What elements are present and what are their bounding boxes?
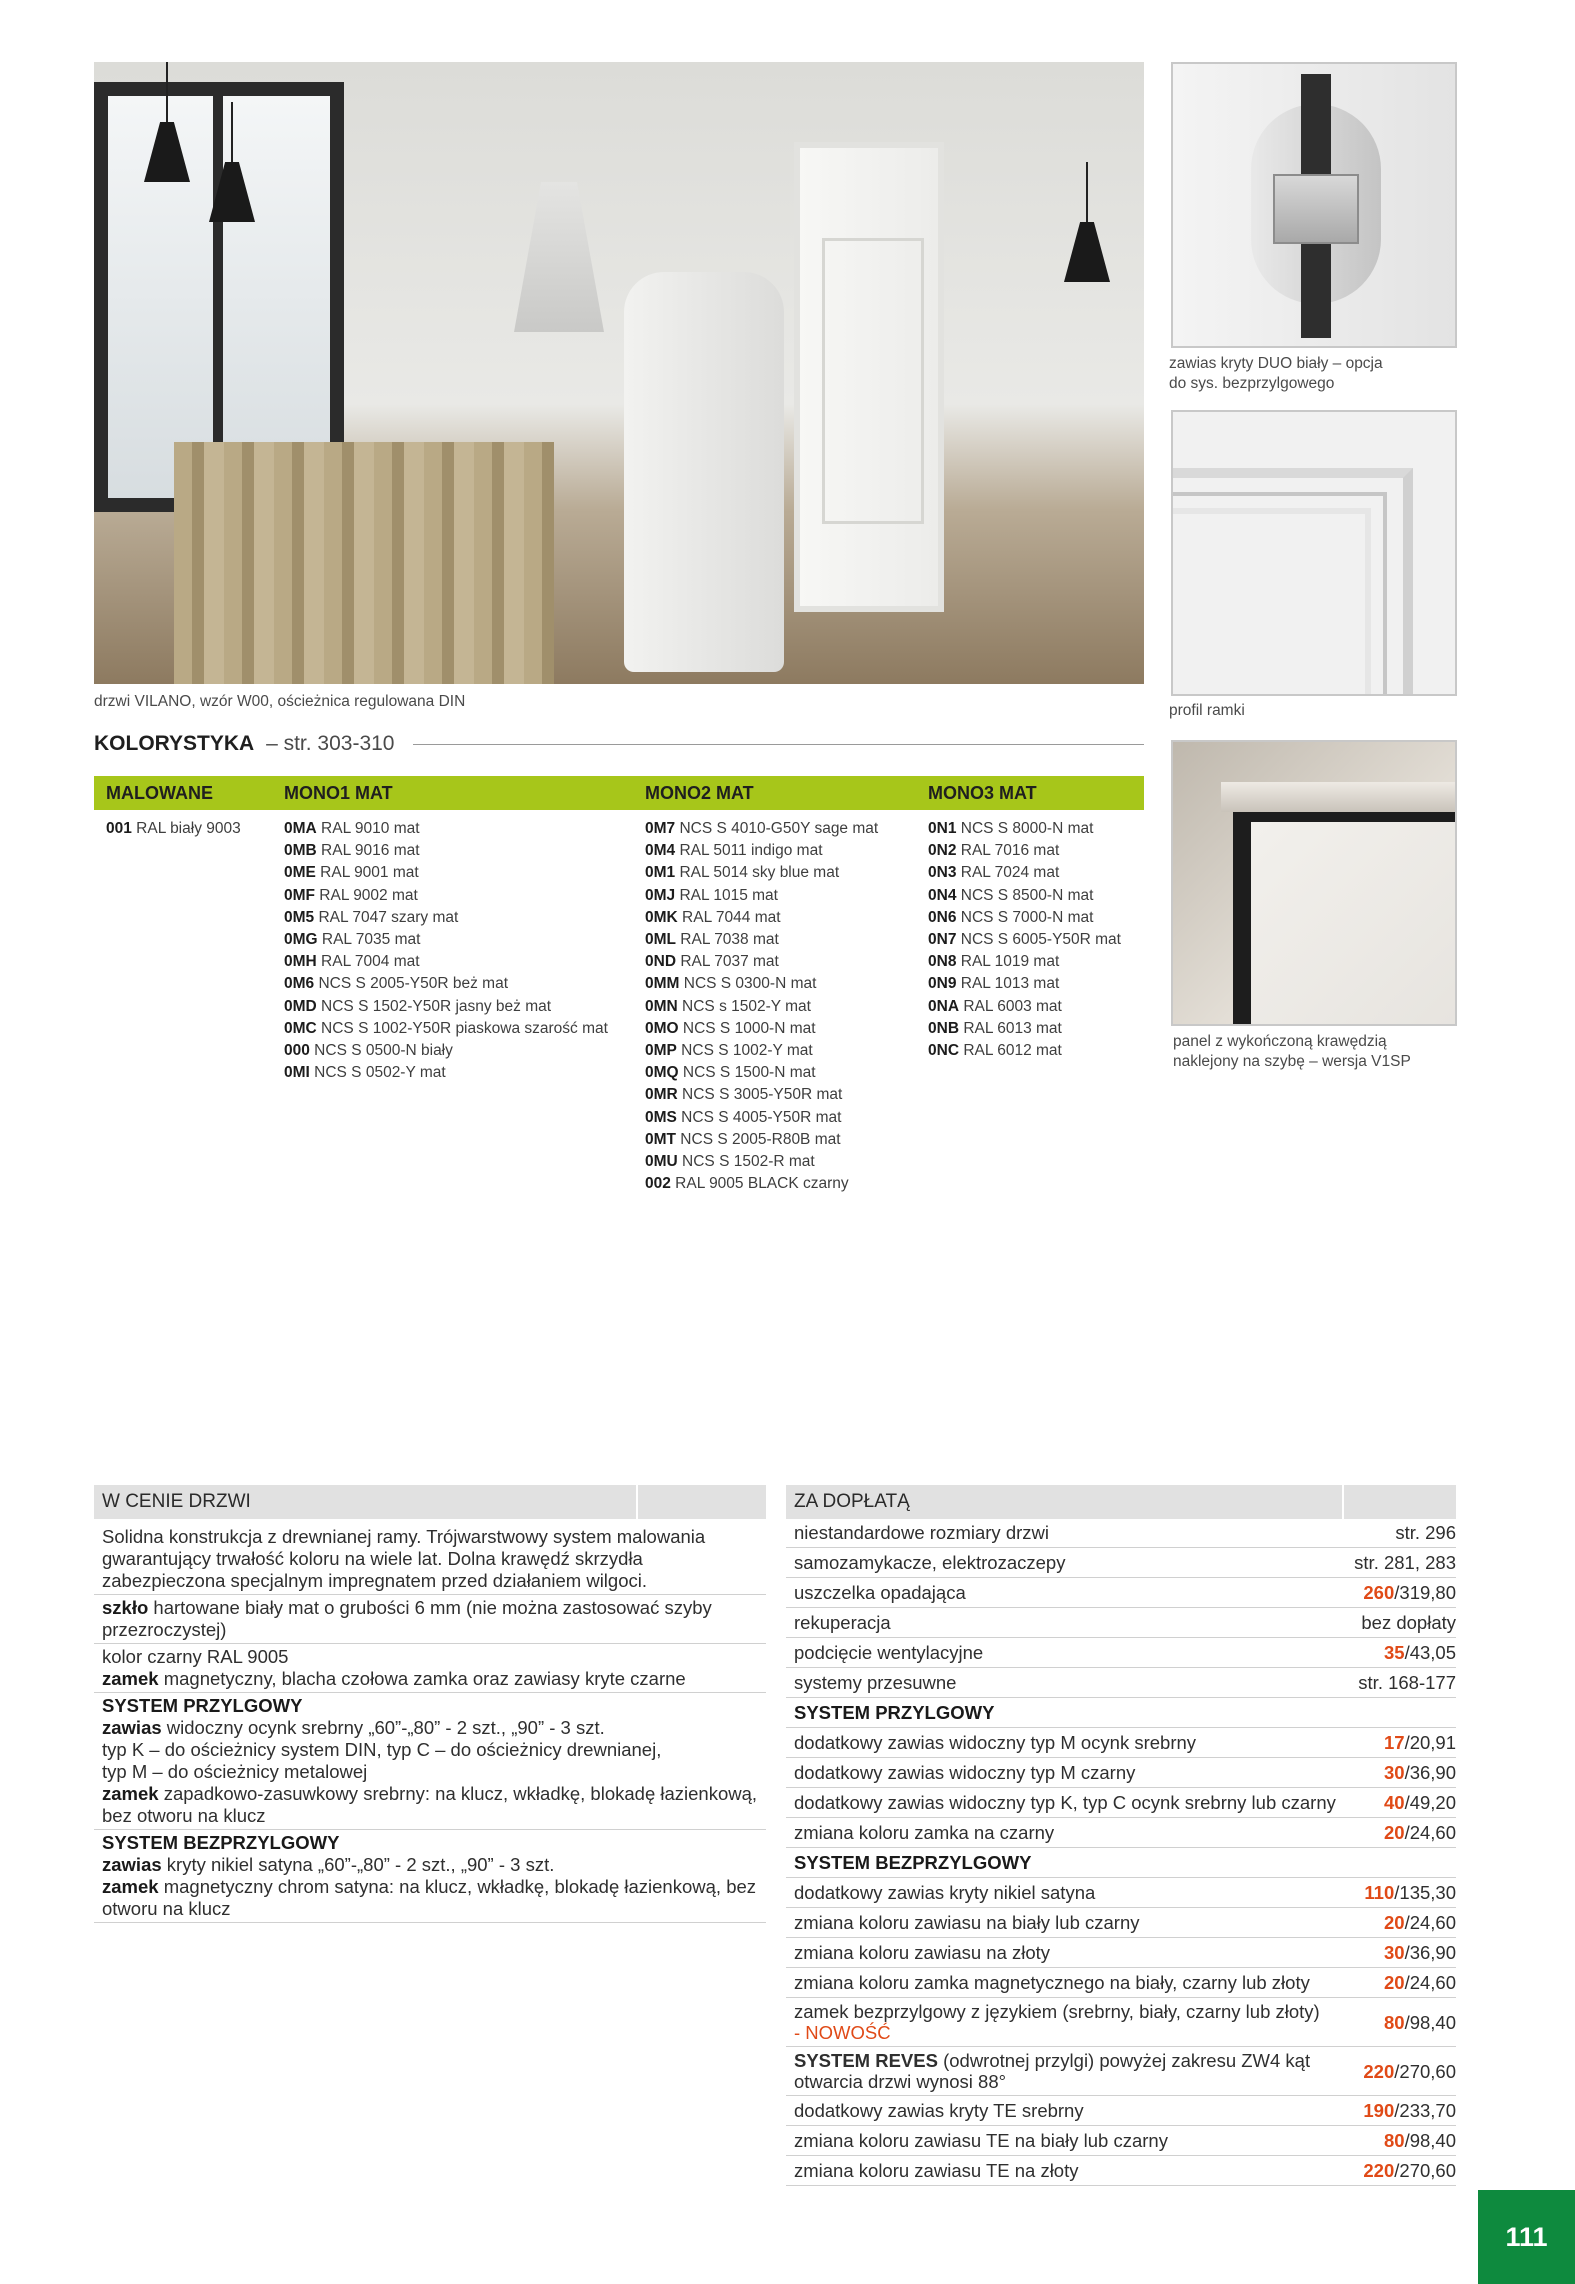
color-name: RAL 7035 mat bbox=[317, 931, 421, 949]
color-item bbox=[645, 996, 878, 1018]
row-price bbox=[1384, 1912, 1456, 1933]
price-net: 110 bbox=[1364, 1882, 1395, 1903]
color-code: 0MQ bbox=[645, 1064, 679, 1082]
color-name: RAL 5014 sky blue mat bbox=[675, 864, 840, 882]
color-name: NCS S 1502-R mat bbox=[677, 1153, 815, 1171]
row-price bbox=[1395, 1522, 1456, 1543]
frame-caption: profil ramki bbox=[1169, 702, 1245, 719]
price-row bbox=[786, 2096, 1456, 2126]
price-row bbox=[786, 1968, 1456, 1998]
color-name: NCS S 8000-N mat bbox=[956, 820, 1094, 837]
color-code: 0MU bbox=[645, 1153, 678, 1171]
color-item bbox=[645, 840, 878, 862]
row-price bbox=[1384, 1972, 1456, 1993]
kolorystyka-title: KOLORYSTYKA bbox=[94, 732, 255, 755]
doplata-header: ZA DOPŁATĄ bbox=[786, 1485, 1456, 1519]
price-net: 30 bbox=[1383, 1762, 1405, 1783]
row-price bbox=[1384, 1942, 1456, 1963]
row-label bbox=[794, 2050, 1363, 2092]
color-name: RAL 9010 mat bbox=[316, 820, 420, 837]
color-item bbox=[645, 951, 878, 973]
price-row bbox=[786, 1758, 1456, 1788]
color-name: RAL 9005 BLACK czarny bbox=[670, 1175, 849, 1193]
color-code: 0ME bbox=[284, 864, 316, 882]
price-gross: bez dopłaty bbox=[1361, 1612, 1456, 1633]
color-code: 0MD bbox=[284, 997, 317, 1015]
price-row bbox=[786, 1788, 1456, 1818]
price-net: 80 bbox=[1383, 2130, 1405, 2151]
color-code: 0MR bbox=[645, 1086, 678, 1104]
price-net: 260 bbox=[1363, 1582, 1395, 1603]
kitchen-door-photo bbox=[94, 62, 1144, 684]
color-item bbox=[645, 1084, 878, 1106]
wood-counter-illustration bbox=[174, 442, 554, 684]
color-name: RAL 5011 indigo mat bbox=[675, 842, 823, 860]
color-item bbox=[928, 929, 1121, 951]
color-item bbox=[645, 1040, 878, 1062]
row-label-text: (odwrotnej przylgi) powyżej zakresu ZW4 kąt otwarcia drzwi wynosi 88° bbox=[794, 2050, 1311, 2092]
price-row bbox=[786, 2126, 1456, 2156]
w-cenie-header: W CENIE DRZWI bbox=[94, 1485, 766, 1519]
color-item bbox=[284, 1018, 608, 1040]
color-code: 0ML bbox=[645, 931, 676, 949]
kolorystyka-pages: – str. 303-310 bbox=[260, 732, 395, 755]
glass-panel-photo bbox=[1171, 740, 1457, 1026]
row-price bbox=[1384, 1732, 1456, 1753]
row-label bbox=[794, 2001, 1384, 2043]
row-label bbox=[794, 1792, 1384, 1813]
color-name: RAL 6012 mat bbox=[959, 1042, 1062, 1060]
price-gross: /319,80 bbox=[1394, 1582, 1456, 1603]
color-item bbox=[928, 818, 1121, 840]
color-code: 0MB bbox=[284, 842, 317, 860]
color-code: 0MP bbox=[645, 1042, 677, 1060]
header-mono1: MONO1 MAT bbox=[284, 783, 393, 803]
row-label-text: dodatkowy zawias kryty nikiel satyna bbox=[794, 1882, 1096, 1903]
price-row bbox=[786, 2156, 1456, 2186]
color-item bbox=[284, 885, 608, 907]
row-label-text: zmiana koloru zawiasu TE na złoty bbox=[794, 2160, 1079, 2181]
mono3-list bbox=[928, 818, 1121, 1062]
panel-caption: panel z wykończoną krawędzią naklejony na szybę – wersja V1SP bbox=[1173, 1033, 1411, 1070]
color-name: NCS S 7000-N mat bbox=[956, 908, 1094, 926]
row-label bbox=[794, 1672, 1358, 1693]
color-code: 0N3 bbox=[928, 864, 957, 882]
header-mono2: MONO2 MAT bbox=[645, 783, 754, 803]
color-code: 0MJ bbox=[645, 886, 676, 904]
price-gross: /24,60 bbox=[1404, 1972, 1456, 1993]
color-item bbox=[928, 951, 1121, 973]
color-item bbox=[645, 1129, 878, 1151]
color-item bbox=[928, 840, 1121, 862]
pendant-lamp-icon bbox=[144, 62, 190, 182]
divider bbox=[413, 744, 1145, 745]
header-malowane: MALOWANE bbox=[106, 783, 213, 803]
color-code: 0MI bbox=[284, 1064, 310, 1082]
price-net: 80 bbox=[1383, 2011, 1405, 2033]
color-name: RAL 7016 mat bbox=[956, 842, 1060, 860]
color-code: 0MH bbox=[284, 953, 317, 971]
row-label bbox=[794, 1912, 1384, 1933]
color-name: NCS S 2005-Y50R beż mat bbox=[314, 975, 508, 993]
row-price bbox=[1384, 1642, 1456, 1663]
row-label-text: podcięcie wentylacyjne bbox=[794, 1642, 984, 1663]
row-label bbox=[794, 1582, 1363, 1603]
color-item bbox=[645, 1107, 878, 1129]
hinge-caption: zawias kryty DUO biały – opcja do sys. bezprzylgowego bbox=[1169, 355, 1383, 392]
color-name: RAL 7044 mat bbox=[677, 908, 781, 926]
color-item bbox=[645, 862, 878, 884]
color-code: 0NC bbox=[928, 1042, 960, 1060]
row-label-text: SYSTEM BEZPRZYLGOWY bbox=[794, 1852, 1032, 1873]
color-item bbox=[645, 885, 878, 907]
color-item bbox=[284, 1040, 608, 1062]
row-label bbox=[794, 1732, 1384, 1753]
row-label bbox=[794, 1642, 1384, 1663]
row-label-text: zmiana koloru zamka magnetycznego na biały, czarny lub złoty bbox=[794, 1972, 1310, 1993]
color-name: NCS S 4010-G50Y sage mat bbox=[675, 820, 879, 837]
color-code: 0M7 bbox=[645, 820, 676, 837]
color-code: 0N8 bbox=[928, 953, 957, 971]
color-name: RAL 9001 mat bbox=[315, 864, 419, 882]
color-name: NCS s 1502-Y mat bbox=[677, 997, 811, 1015]
price-row bbox=[786, 1608, 1456, 1638]
color-name: RAL 6013 mat bbox=[959, 1019, 1062, 1037]
row-price bbox=[1384, 1822, 1456, 1843]
color-code: 0NA bbox=[928, 997, 960, 1015]
color-code: 0MT bbox=[645, 1130, 676, 1148]
price-net: 40 bbox=[1383, 1792, 1405, 1813]
color-item bbox=[928, 1018, 1121, 1040]
price-gross: /270,60 bbox=[1394, 2160, 1456, 2181]
color-name: RAL 1019 mat bbox=[956, 953, 1060, 971]
color-code: 0MN bbox=[645, 997, 678, 1015]
color-name: RAL 7047 szary mat bbox=[314, 908, 459, 926]
row-label-text: SYSTEM PRZYLGOWY bbox=[794, 1702, 995, 1723]
color-name: RAL biały 9003 bbox=[131, 820, 241, 837]
color-item bbox=[284, 973, 608, 995]
price-gross: str. 168-177 bbox=[1358, 1672, 1456, 1693]
color-code: 0M1 bbox=[645, 864, 676, 882]
pendant-lamp-icon bbox=[1064, 162, 1110, 282]
cooker-hood-illustration bbox=[514, 182, 604, 332]
color-code: 0N9 bbox=[928, 975, 957, 993]
color-item bbox=[928, 996, 1121, 1018]
price-net: 30 bbox=[1383, 1942, 1405, 1963]
color-code: 0M6 bbox=[284, 975, 315, 993]
price-net: 17 bbox=[1383, 1732, 1405, 1753]
color-code: 0M5 bbox=[284, 908, 315, 926]
color-code: 0MC bbox=[284, 1019, 317, 1037]
price-row bbox=[786, 1818, 1456, 1848]
color-code: 002 bbox=[645, 1175, 671, 1193]
row-label-text: dodatkowy zawias kryty TE srebrny bbox=[794, 2100, 1084, 2121]
color-code: 0MG bbox=[284, 931, 318, 949]
pendant-lamp-icon bbox=[209, 102, 255, 222]
color-name: NCS S 1002-Y50R piaskowa szarość mat bbox=[316, 1019, 608, 1037]
color-name: RAL 1015 mat bbox=[675, 886, 778, 904]
system-bezprzylgowy-note: SYSTEM BEZPRZYLGOWY zawias kryty nikiel satyna „60”-„80” - 2 szt., „90” - 3 szt. zamek magnetyczny chrom satyna: na klucz, wkładkę, blokadę łazienkową, bez otworu na klucz bbox=[94, 1830, 766, 1923]
doplata-list bbox=[786, 1518, 1456, 2186]
row-label bbox=[794, 1942, 1384, 1963]
color-item bbox=[284, 929, 608, 951]
color-item bbox=[284, 840, 608, 862]
price-gross: /233,70 bbox=[1394, 2100, 1456, 2121]
row-label bbox=[794, 1612, 1361, 1633]
color-item bbox=[645, 1018, 878, 1040]
price-row bbox=[786, 1548, 1456, 1578]
row-label bbox=[794, 2160, 1363, 2181]
color-item bbox=[284, 818, 608, 840]
color-item bbox=[284, 951, 608, 973]
color-code: 0ND bbox=[645, 953, 677, 971]
color-item bbox=[106, 818, 241, 840]
row-label-bold: SYSTEM REVES bbox=[794, 2050, 938, 2071]
color-table-header bbox=[94, 776, 1144, 810]
price-net: 220 bbox=[1363, 2160, 1395, 2181]
color-code: 0MF bbox=[284, 886, 315, 904]
row-label-text: uszczelka opadająca bbox=[794, 1582, 966, 1603]
fridge-illustration bbox=[624, 272, 784, 672]
row-label-text: niestandardowe rozmiary drzwi bbox=[794, 1522, 1049, 1543]
color-item bbox=[928, 1040, 1121, 1062]
color-name: NCS S 8500-N mat bbox=[956, 886, 1094, 904]
color-item bbox=[928, 907, 1121, 929]
color-name: RAL 7024 mat bbox=[956, 864, 1060, 882]
color-item bbox=[928, 885, 1121, 907]
price-row bbox=[786, 1998, 1456, 2047]
color-item bbox=[645, 818, 878, 840]
new-badge: - NOWOŚĆ bbox=[794, 2022, 891, 2043]
row-label bbox=[794, 2100, 1363, 2121]
price-net: 35 bbox=[1383, 1642, 1405, 1663]
mono2-list bbox=[645, 818, 878, 1195]
color-name: NCS S 2005-R80B mat bbox=[676, 1130, 841, 1148]
color-item bbox=[284, 907, 608, 929]
color-item bbox=[928, 973, 1121, 995]
price-row bbox=[786, 1878, 1456, 1908]
price-gross: /36,90 bbox=[1404, 1942, 1456, 1963]
row-price bbox=[1363, 2061, 1456, 2082]
color-code: 0MM bbox=[645, 975, 680, 993]
color-name: NCS S 3005-Y50R mat bbox=[677, 1086, 843, 1104]
price-net: 220 bbox=[1363, 2060, 1395, 2082]
color-item bbox=[645, 1151, 878, 1173]
row-label-text: samozamykacze, elektrozaczepy bbox=[794, 1552, 1066, 1573]
row-price bbox=[1361, 1612, 1456, 1633]
color-name: NCS S 0500-N biały bbox=[309, 1042, 453, 1060]
price-net: 20 bbox=[1383, 1972, 1405, 1993]
row-label-text: zmiana koloru zamka na czarny bbox=[794, 1822, 1055, 1843]
price-net: 20 bbox=[1383, 1912, 1405, 1933]
row-price bbox=[1358, 1672, 1456, 1693]
construction-note: Solidna konstrukcja z drewnianej ramy. Trójwarstwowy system malowania gwarantujący trwałość koloru na wiele lat. Dolna krawędź skrzydła zabezpieczona specjalnym impregnatem przed działaniem wilgoci. bbox=[94, 1524, 766, 1595]
color-name: RAL 7037 mat bbox=[676, 953, 779, 971]
color-item bbox=[284, 862, 608, 884]
row-label-text: dodatkowy zawias widoczny typ M czarny bbox=[794, 1762, 1136, 1783]
glass-note: szkło hartowane biały mat o grubości 6 mm (nie można zastosować szyby przezroczystej) bbox=[94, 1595, 766, 1644]
color-code: 0N2 bbox=[928, 842, 957, 860]
frame-profile-photo bbox=[1171, 410, 1457, 696]
row-label bbox=[794, 1852, 1456, 1873]
row-label bbox=[794, 1822, 1384, 1843]
price-gross: str. 281, 283 bbox=[1354, 1552, 1456, 1573]
color-code: 0MK bbox=[645, 908, 678, 926]
main-photo-caption: drzwi VILANO, wzór W00, ościeżnica regulowana DIN bbox=[94, 693, 466, 710]
color-name: RAL 7038 mat bbox=[676, 931, 779, 949]
color-item bbox=[645, 907, 878, 929]
system-przylgowy-note: SYSTEM PRZYLGOWY zawias widoczny ocynk srebrny „60”-„80” - 2 szt., „90” - 3 szt. typ K – do ościeżnicy system DIN, typ C – do ościeżnicy drewnianej, typ M – do ościeżnicy metalowej zamek zapadkowo-zasuwkowy srebrny: na klucz, wkładkę, blokadę łazienkową, bez otworu na klucz bbox=[94, 1693, 766, 1830]
color-name: RAL 7004 mat bbox=[316, 953, 420, 971]
row-label-text: zmiana koloru zawiasu na biały lub czarny bbox=[794, 1912, 1140, 1933]
w-cenie-list bbox=[94, 1524, 766, 1923]
price-gross: /49,20 bbox=[1404, 1792, 1456, 1813]
price-gross: /20,91 bbox=[1404, 1732, 1456, 1753]
price-row bbox=[786, 1578, 1456, 1608]
color-name: RAL 1013 mat bbox=[956, 975, 1060, 993]
row-label bbox=[794, 1552, 1354, 1573]
price-gross: /36,90 bbox=[1404, 1762, 1456, 1783]
color-name: NCS S 1500-N mat bbox=[678, 1064, 816, 1082]
row-price bbox=[1363, 2100, 1456, 2121]
row-label-text: dodatkowy zawias widoczny typ K, typ C ocynk srebrny lub czarny bbox=[794, 1792, 1336, 1813]
price-gross: /270,60 bbox=[1394, 2060, 1456, 2082]
color-code: 0MA bbox=[284, 820, 317, 837]
color-item bbox=[645, 929, 878, 951]
price-row bbox=[786, 1518, 1456, 1548]
row-label-text: zamek bezprzylgowy z językiem (srebrny, biały, czarny lub złoty) bbox=[794, 2001, 1320, 2022]
row-label-text: rekuperacja bbox=[794, 1612, 891, 1633]
row-price bbox=[1384, 1792, 1456, 1813]
row-label bbox=[794, 1972, 1384, 1993]
row-price bbox=[1384, 2012, 1456, 2033]
row-label bbox=[794, 1762, 1384, 1783]
kolorystyka-heading bbox=[94, 730, 1144, 758]
color-code: 0MO bbox=[645, 1019, 679, 1037]
color-name: RAL 6003 mat bbox=[959, 997, 1062, 1015]
mono1-list bbox=[284, 818, 608, 1084]
color-name: NCS S 4005-Y50R mat bbox=[676, 1108, 842, 1126]
price-gross: /24,60 bbox=[1404, 1822, 1456, 1843]
color-name: RAL 9016 mat bbox=[316, 842, 420, 860]
color-name: NCS S 6005-Y50R mat bbox=[956, 931, 1121, 949]
price-row bbox=[786, 2047, 1456, 2096]
price-gross: /98,40 bbox=[1404, 2130, 1456, 2151]
price-gross: /135,30 bbox=[1394, 1882, 1456, 1903]
row-label bbox=[794, 2130, 1384, 2151]
malowane-list bbox=[106, 818, 241, 840]
color-item bbox=[645, 973, 878, 995]
row-price bbox=[1363, 1582, 1456, 1603]
color-code: 0N6 bbox=[928, 908, 957, 926]
header-mono3: MONO3 MAT bbox=[928, 783, 1037, 803]
price-net: 20 bbox=[1383, 1822, 1405, 1843]
color-name: NCS S 1002-Y mat bbox=[676, 1042, 813, 1060]
black-version-note: kolor czarny RAL 9005 zamek magnetyczny, blacha czołowa zamka oraz zawiasy kryte czarne bbox=[94, 1644, 766, 1693]
color-code: 0N7 bbox=[928, 931, 957, 949]
row-label-text: zmiana koloru zawiasu TE na biały lub czarny bbox=[794, 2130, 1168, 2151]
price-gross: str. 296 bbox=[1395, 1522, 1456, 1543]
row-label bbox=[794, 1702, 1456, 1723]
row-label-text: zmiana koloru zawiasu na złoty bbox=[794, 1942, 1051, 1963]
section-row bbox=[786, 1698, 1456, 1728]
color-item bbox=[645, 1173, 878, 1195]
color-name: NCS S 0502-Y mat bbox=[309, 1064, 446, 1082]
color-code: 000 bbox=[284, 1042, 310, 1060]
row-label-text: systemy przesuwne bbox=[794, 1672, 957, 1693]
hidden-hinge-photo bbox=[1171, 62, 1457, 348]
color-code: 0MS bbox=[645, 1108, 677, 1126]
color-item bbox=[928, 862, 1121, 884]
color-code: 0M4 bbox=[645, 842, 676, 860]
color-name: NCS S 1502-Y50R jasny beż mat bbox=[316, 997, 552, 1015]
price-gross: /43,05 bbox=[1404, 1642, 1456, 1663]
color-name: NCS S 0300-N mat bbox=[679, 975, 817, 993]
white-door-illustration bbox=[794, 142, 944, 612]
color-item bbox=[645, 1062, 878, 1084]
row-price bbox=[1384, 1762, 1456, 1783]
page-number: 111 bbox=[1478, 2190, 1575, 2284]
color-code: 0NB bbox=[928, 1019, 960, 1037]
row-price bbox=[1364, 1882, 1456, 1903]
price-row bbox=[786, 1908, 1456, 1938]
row-label-text: dodatkowy zawias widoczny typ M ocynk srebrny bbox=[794, 1732, 1197, 1753]
row-price bbox=[1363, 2160, 1456, 2181]
section-row bbox=[786, 1848, 1456, 1878]
color-code: 0N1 bbox=[928, 820, 957, 837]
row-price bbox=[1384, 2130, 1456, 2151]
price-gross: /98,40 bbox=[1404, 2011, 1456, 2033]
color-code: 001 bbox=[106, 820, 132, 837]
color-code: 0N4 bbox=[928, 886, 957, 904]
price-net: 190 bbox=[1363, 2100, 1395, 2121]
row-label bbox=[794, 1882, 1364, 1903]
row-price bbox=[1354, 1552, 1456, 1573]
row-label bbox=[794, 1522, 1395, 1543]
price-row bbox=[786, 1728, 1456, 1758]
color-name: NCS S 1000-N mat bbox=[678, 1019, 816, 1037]
price-gross: /24,60 bbox=[1404, 1912, 1456, 1933]
price-row bbox=[786, 1668, 1456, 1698]
price-row bbox=[786, 1938, 1456, 1968]
price-row bbox=[786, 1638, 1456, 1668]
color-item bbox=[284, 996, 608, 1018]
color-name: RAL 9002 mat bbox=[315, 886, 418, 904]
color-item bbox=[284, 1062, 608, 1084]
